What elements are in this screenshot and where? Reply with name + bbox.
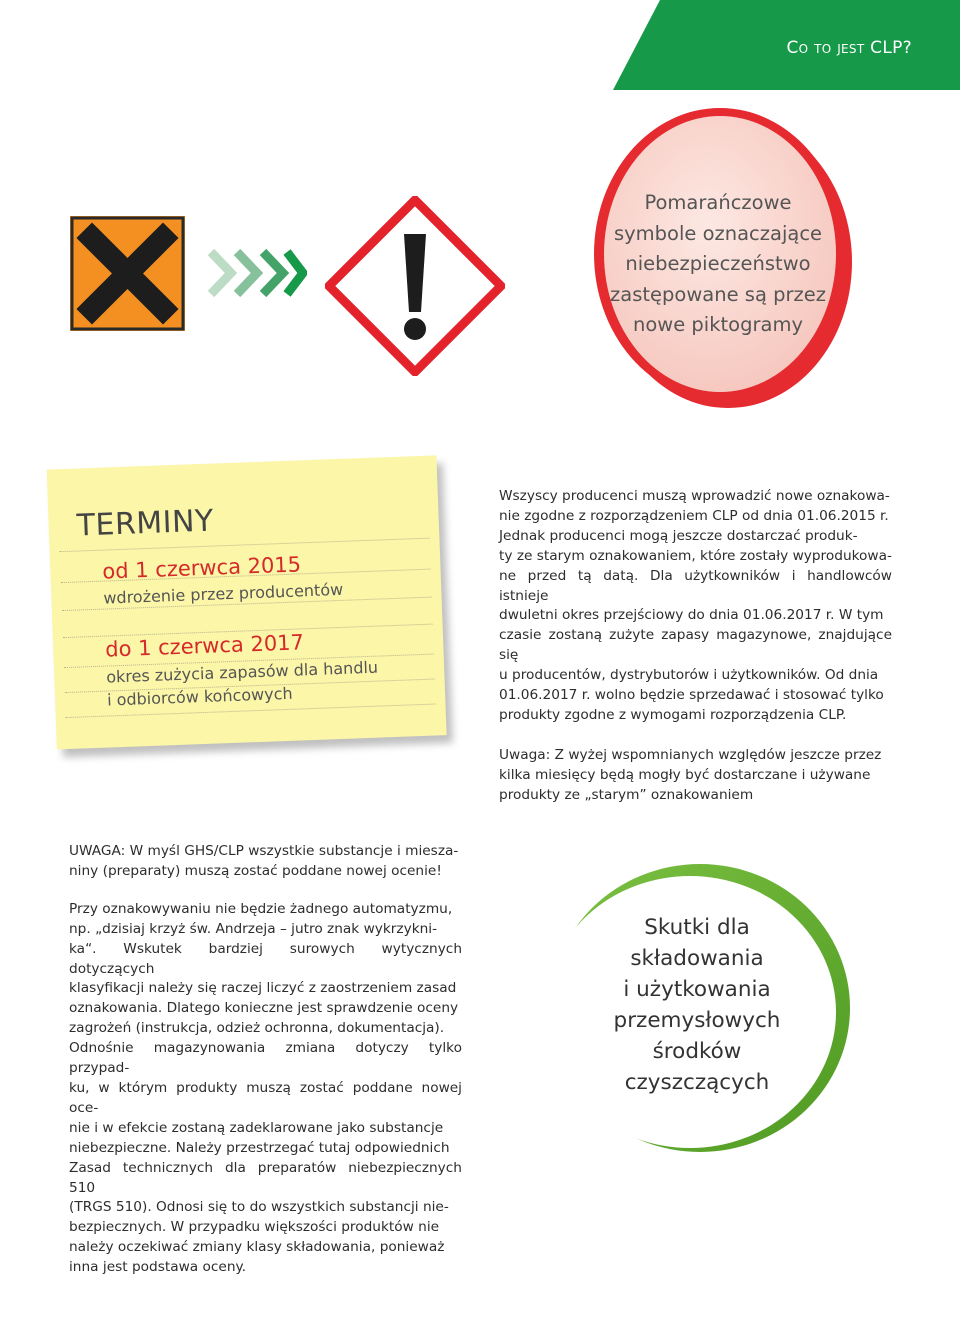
red-callout-text xyxy=(600,188,836,341)
paragraph xyxy=(499,746,892,806)
text-line: Wszyscy producenci muszą wprowadzić nowe oznakowa- xyxy=(499,488,890,504)
text-line: klasyfikacji należy się raczej liczyć z zaostrzeniem zasad xyxy=(69,980,457,997)
callout-line: Pomarańczowe xyxy=(644,191,792,214)
text-line: 01.06.2017 r. wolno będzie sprzedawać i stosować tylko xyxy=(499,687,884,704)
green-callout-text xyxy=(592,912,802,1098)
text-line: ku, w którym produkty muszą zostać poddane nowej oce- xyxy=(69,1079,462,1116)
text-line: u producentów, dystrybutorów i użytkowników. Od dnia xyxy=(499,667,879,684)
note-desc-2b: i odbiorców końcowych xyxy=(106,683,293,710)
left-column-text xyxy=(69,842,462,1278)
text-line: Uwaga: Z wyżej wspomnianych względów jeszcze przez xyxy=(499,746,882,763)
text-line: nie zgodne z rozporządzeniem CLP od dnia 01.06.2015 r. xyxy=(499,507,889,524)
text-line: Zasad technicznych dla preparatów niebezpiecznych 510 xyxy=(69,1159,462,1196)
orange-harmful-x-icon xyxy=(70,216,185,331)
text-line: Przy oznakowywaniu nie będzie żadnego automatyzmu, xyxy=(69,900,453,917)
sticky-note-paper xyxy=(47,455,447,749)
text-line: bezpiecznych. W przypadku większości produktów nie xyxy=(69,1219,440,1236)
text-line: należy oczekiwać zmiany klasy składowania, ponieważ xyxy=(69,1239,445,1256)
callout-line: symbole oznaczające xyxy=(613,221,823,245)
text-line: (TRGS 510). Odnosi się to do wszystkich substancji nie- xyxy=(69,1199,449,1216)
text-line: oznakowania. Dlatego konieczne jest sprawdzenie oceny xyxy=(69,1000,459,1017)
text-line: np. „dzisiaj krzyż św. Andrzeja – jutro znak wykrzykni- xyxy=(69,920,438,937)
note-desc-1: wdrożenie przez producentów xyxy=(103,579,344,608)
callout-line: zastępowane są przez xyxy=(610,282,826,306)
text-line: produkty ze „starym” oznakowaniem xyxy=(499,786,754,803)
callout-line: Skutki dla xyxy=(644,915,750,940)
paragraph xyxy=(499,487,892,726)
text-line: Odnośnie magazynowania zmiana dotyczy tylko przypad- xyxy=(69,1040,462,1077)
note-desc-2: okres zużycia zapasów dla handlu xyxy=(105,657,379,687)
text-line: Jednak producenci mogą jeszcze dostarczać produk- xyxy=(499,527,858,544)
text-line: nie i w efekcie zostaną zadeklarowane jako substancje xyxy=(69,1119,444,1136)
callout-line: przemysłowych xyxy=(613,1008,781,1033)
note-date-1: od 1 czerwca 2015 xyxy=(101,552,302,584)
paragraph xyxy=(69,900,462,1278)
callout-line: środków xyxy=(652,1039,742,1064)
text-line: inna jest podstawa oceny. xyxy=(69,1259,247,1276)
text-line: niebezpieczne. Należy przestrzegać tutaj odpowiednich xyxy=(69,1139,450,1156)
chevron-arrows-icon xyxy=(207,248,307,298)
callout-line: niebezpieczeństwo xyxy=(625,252,811,275)
section-title: Co to jest CLP? xyxy=(786,38,912,58)
text-line: zagrożeń (instrukcja, odzież ochronna, dokumentacja). xyxy=(69,1020,445,1037)
text-line: dwuletni okres przejściowy do dnia 01.06.2017 r. W tym xyxy=(499,607,884,624)
callout-line: i użytkowania xyxy=(623,977,771,1002)
right-column-text xyxy=(499,487,892,806)
terms-sticky-note xyxy=(47,455,468,770)
note-date-2: do 1 czerwca 2017 xyxy=(104,630,305,662)
text-line: niny (preparaty) muszą zostać poddane nowej ocenie! xyxy=(69,862,442,879)
text-line: UWAGA: W myśl GHS/CLP wszystkie substancje i miesza- xyxy=(69,843,459,859)
callout-line: nowe piktogramy xyxy=(633,313,803,336)
ghs-exclamation-pictogram-icon xyxy=(325,196,505,376)
note-heading: TERMINY xyxy=(76,503,215,544)
text-line: ka“. Wskutek bardziej surowych wytycznych dotyczących xyxy=(69,940,462,977)
paragraph xyxy=(69,842,462,882)
text-line: czasie zostaną zużyte zapasy magazynowe, znajdujące się xyxy=(499,627,892,664)
callout-line: czyszczących xyxy=(624,1070,770,1095)
text-line: ty ze starym oznakowaniem, które zostały wyprodukowa- xyxy=(499,547,892,564)
text-line: kilka miesięcy będą mogły być dostarczane i używane xyxy=(499,766,871,783)
callout-line: składowania xyxy=(630,946,764,971)
text-line: produkty zgodne z wymogami rozporządzenia CLP. xyxy=(499,706,847,723)
text-line: ne przed tą datą. Dla użytkowników i handlowców istnieje xyxy=(499,567,892,604)
